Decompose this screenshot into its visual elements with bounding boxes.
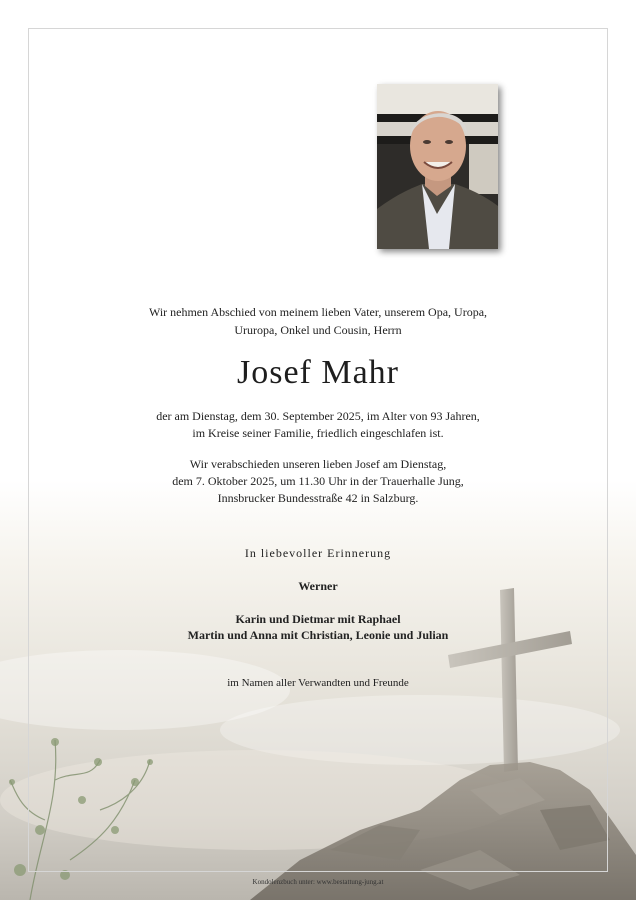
funeral-line-2: dem 7. Oktober 2025, um 11.30 Uhr in der Trauerhalle Jung, xyxy=(172,474,464,488)
death-notice-line-2: im Kreise seiner Familie, friedlich eingeschlafen ist. xyxy=(192,426,444,440)
page-frame xyxy=(28,28,608,872)
mourner-primary: Werner xyxy=(298,579,338,593)
memory-heading: In liebevoller Erinnerung xyxy=(244,546,392,560)
mourner-family xyxy=(60,611,576,643)
intro-text xyxy=(60,303,576,339)
condolence-link[interactable]: Kondolenzbuch unter: www.bestattung-jung.at xyxy=(252,878,384,886)
funeral-line-3: Innsbrucker Bundesstraße 42 in Salzburg. xyxy=(217,491,419,505)
mourner-line-2: Martin und Anna mit Christian, Leonie und Julian xyxy=(187,628,449,642)
death-notice-line-1: der am Dienstag, dem 30. September 2025, im Alter von 93 Jahren, xyxy=(156,409,480,423)
deceased-name: Josef Mahr xyxy=(236,354,400,391)
mourner-line-1: Karin und Dietmar mit Raphael xyxy=(235,612,401,626)
funeral-line-1: Wir verabschieden unseren lieben Josef am Dienstag, xyxy=(189,457,447,471)
relatives-note: im Namen aller Verwandten und Freunde xyxy=(227,677,409,689)
death-notice xyxy=(60,408,576,442)
funeral-details xyxy=(60,456,576,507)
portrait-photo xyxy=(377,84,498,249)
intro-line-1: Wir nehmen Abschied von meinem lieben Vater, unserem Opa, Uropa, xyxy=(148,305,488,319)
intro-line-2: Ururopa, Onkel und Cousin, Herrn xyxy=(234,323,402,337)
